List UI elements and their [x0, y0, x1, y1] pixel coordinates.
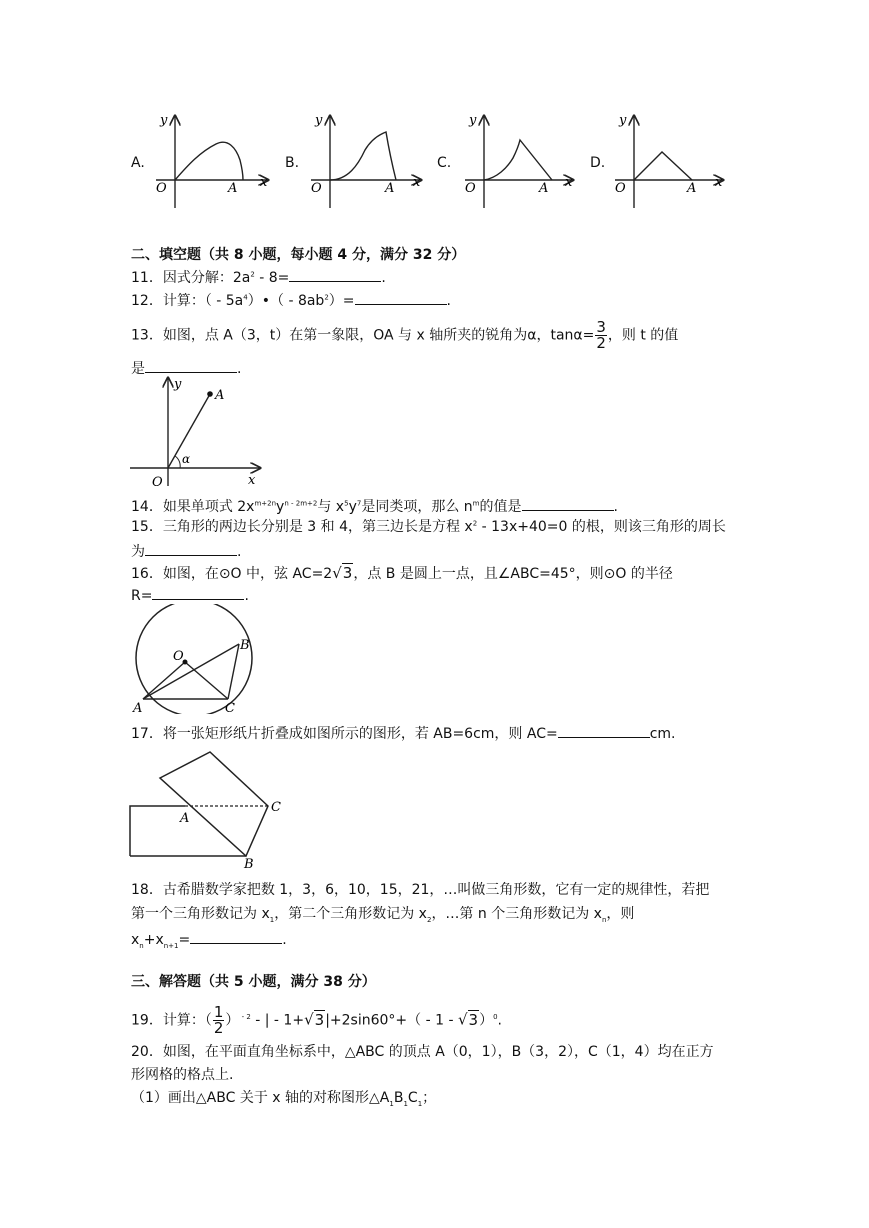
svg-text:B: B	[244, 857, 254, 872]
option-b-label: B.	[285, 155, 300, 171]
svg-text:y: y	[315, 113, 323, 128]
svg-text:C: C	[225, 701, 235, 714]
answer-blank[interactable]	[355, 290, 447, 305]
axis-x-label: x	[260, 175, 268, 190]
section-2-title: 二、填空题（共 8 小题，每小题 4 分，满分 32 分）	[131, 247, 466, 263]
answer-blank[interactable]	[289, 267, 381, 282]
svg-text:B: B	[240, 638, 250, 653]
question-14: 14．如果单项式 $2x^{m+2n}y^{n - 2m+2}$与 $x^5y^7$是同类项，那么 $n^m$的值是 .	[131, 496, 618, 516]
point-a-label: A	[228, 181, 238, 196]
axis-y-label: y	[160, 113, 168, 128]
svg-text:O: O	[152, 475, 163, 490]
question-18: 18．古希腊数学家把数 1，3，6，10，15，21，…叫做三角形数，它有一定的规律性，若把	[131, 882, 710, 898]
fraction: $\frac{1}{2}$	[213, 1003, 224, 1037]
q13-figure	[128, 374, 264, 490]
option-a-graph	[148, 110, 276, 212]
question-16-line2: R= .	[131, 585, 249, 605]
question-18-line2: 第一个三角形数记为 $x_1$，第二个三角形数记为 $x_2$，…第 n 个三角形数记为 $x_n$，则	[131, 906, 635, 924]
question-15: 15．三角形的两边长分别是 3 和 4，第三边长是方程 $x^2 - 13x+40=0$ 的根，则该三角形的周长	[131, 519, 726, 535]
option-b-graph	[303, 110, 429, 212]
q17-figure	[128, 748, 296, 872]
svg-text:A: A	[687, 181, 697, 196]
svg-text:y: y	[174, 377, 182, 392]
svg-text:O: O	[465, 181, 476, 196]
svg-text:y: y	[469, 113, 477, 128]
svg-text:A: A	[133, 701, 143, 714]
answer-blank[interactable]	[522, 496, 614, 511]
svg-text:A: A	[180, 811, 190, 826]
question-19: 19．计算：（ $\frac{1}{2}$ ） $^{- 2}$ - | - 1+√3|+2sin60°+（ - 1 - √3）$^0$.	[131, 1003, 502, 1037]
question-15-line2: 为 .	[131, 541, 241, 561]
svg-text:O: O	[173, 649, 184, 664]
option-d-graph	[607, 110, 731, 212]
svg-text:x: x	[413, 175, 421, 190]
question-20-part1: （1）画出△ABC 关于 x 轴的对称图形$\triangle A_1B_1C_1$；	[131, 1090, 437, 1108]
q16-figure	[128, 604, 256, 714]
fraction: $\frac{3}{2}$	[596, 318, 606, 352]
question-20-line2: 形网格的格点上.	[131, 1067, 234, 1083]
svg-text:x: x	[565, 175, 573, 190]
svg-text:C: C	[271, 800, 281, 815]
origin-label: O	[156, 181, 167, 196]
section-3-title: 三、解答题（共 5 小题，满分 38 分）	[131, 974, 376, 990]
question-11: 11．因式分解：$2a^2 - 8=$ .	[131, 267, 386, 287]
answer-blank[interactable]	[145, 541, 237, 556]
question-13-line2: 是 .	[131, 358, 241, 378]
question-12: 12．计算：（ - $5a^4)•( - 8ab^2)=$ .	[131, 290, 451, 310]
svg-text:O: O	[311, 181, 322, 196]
option-a-label: A.	[131, 155, 145, 171]
question-17: 17．将一张矩形纸片折叠成如图所示的图形，若 AB=6cm，则 AC= cm.	[131, 723, 676, 743]
question-13: 13．如图，点 A（3，t）在第一象限，OA 与 x 轴所夹的锐角为α，tanα= $\frac{3}{2}$ ，则 t 的值	[131, 318, 679, 352]
svg-text:A: A	[539, 181, 549, 196]
answer-blank[interactable]	[152, 585, 244, 600]
answer-blank[interactable]	[145, 358, 237, 373]
option-d-label: D.	[590, 155, 606, 171]
answer-blank[interactable]	[558, 723, 650, 738]
svg-text:O: O	[615, 181, 626, 196]
svg-text:A: A	[215, 388, 225, 403]
svg-text:x: x	[715, 175, 723, 190]
svg-text:y: y	[619, 113, 627, 128]
question-16: 16．如图，在⊙O 中，弦 AC=2√3，点 B 是圆上一点，且∠ABC=45°，则⊙O 的半径	[131, 564, 673, 582]
svg-text:A: A	[385, 181, 395, 196]
svg-text:α: α	[182, 452, 191, 466]
question-18-line3: $x_n+x_{n+1}=$ .	[131, 929, 287, 949]
option-c-graph	[457, 110, 581, 212]
svg-text:x: x	[248, 473, 256, 488]
answer-blank[interactable]	[190, 929, 282, 944]
option-c-label: C.	[437, 155, 452, 171]
question-20: 20．如图，在平面直角坐标系中，△ABC 的顶点 A（0，1），B（3，2），C（1，4）均在正方	[131, 1044, 714, 1060]
